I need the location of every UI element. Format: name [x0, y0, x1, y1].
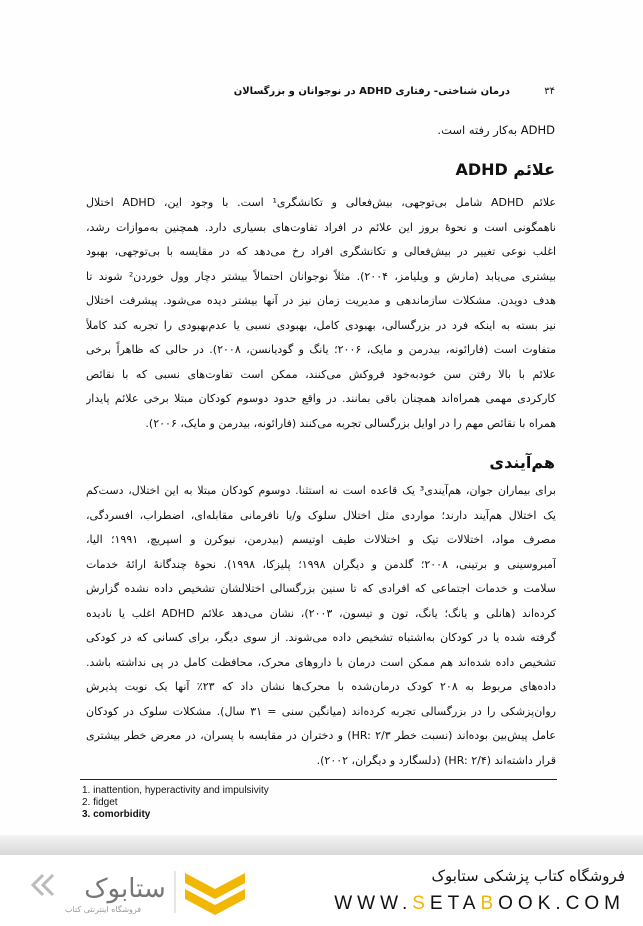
- text-line: هدف دویدن. مشکلات سازماندهی و مدیریت زمان نیز در آنها بیشتر دیده می‌شود. پیشرفت اختلال: [86, 294, 556, 307]
- text-line: قرار داشته‌اند (HR: ۲/۴) (دلسگارد و دیگران، ۲۰۰۲).: [316, 753, 556, 767]
- text-line: روان‌پزشکی را در بزرگسالی تجربه کرده‌اند (میانگین سنی = ۳۱ سال). مشکلات سلوک در کودکان: [86, 704, 556, 718]
- watermark-footer: [0, 855, 643, 926]
- text-line: عامل پیش‌بین بوده‌اند (نسبت خطر HR: ۲/۳) و دختران در مقایسه با پسران، در معرض خطر بیشتری: [86, 729, 556, 742]
- footer-shadow-band: [0, 835, 643, 855]
- text-line: ناهمگونی است و نحوهٔ بروز این علائم در افراد تفاوت‌های بسیاری دارد. همچنین به‌موازات رشد،: [86, 220, 556, 234]
- section-heading-symptoms: علائم ADHD: [455, 160, 555, 179]
- text-line: آمبروسینی و برتینی، ۲۰۰۸؛ گلدمن و دیگران ۱۹۹۸؛ پلیزکا، ۱۹۹۸). نحوهٔ چندگانهٔ ارائهٔ خدمات: [86, 557, 556, 571]
- footnote-2: 2. fidget: [82, 797, 118, 808]
- text-line: علائم ADHD شامل بی‌توجهی، بیش‌فعالی و تکانشگری¹ است. با وجود این، ADHD اختلال: [86, 196, 556, 209]
- text-line: اغلب نوعی تغییر در بیش‌فعالی و تکانشگری افراد رخ می‌دهد که در مقایسه با بی‌توجهی، بهبود: [86, 245, 556, 258]
- paragraph-comorbidity: [86, 479, 556, 773]
- paragraph-symptoms: [86, 191, 556, 436]
- text-line: گرفته شده یا در کودکان به‌اشتباه تشخیص داده می‌شوند. از سوی دیگر، برای کسانی که در کودکی: [86, 631, 556, 644]
- text-line: نیز بسته به اینکه فرد در بزرگسالی، بهبودی کامل، بهبودی نسبی یا عدم‌بهبودی را تجربه کند کاملاً: [86, 318, 556, 332]
- footnote-3: 3. comorbidity: [82, 809, 151, 820]
- text-line: علائم با بالا رفتن سن خودبه‌خود فروکش می‌کنند، ممکن است تفاوت‌های نسبی که با نقائص: [86, 367, 556, 381]
- text-line: تشخیص داده شده‌اند هم ممکن است درمان با داروهای محرک، محافظت کامل در پی نداشته باشد.: [86, 655, 556, 669]
- store-url[interactable]: [334, 893, 625, 915]
- svg-text:ستابوک: ستابوک: [84, 874, 166, 904]
- footnotes: [82, 785, 269, 821]
- text-line: یک اختلال هم‌آیند دارند؛ مواردی مثل اختلال سلوک و/یا نافرمانی مقابله‌ای، اضطراب، افسردگی،: [86, 508, 556, 522]
- text-line: بیشتری می‌یابد (مارش و ویلیامز، ۲۰۰۴). مثلاً نوجوانان احتمالاً بیشتر دچار وول خوردن² شوند تا: [86, 269, 556, 283]
- text-line: کرده‌اند (هانلی و یانگ؛ یانگ، تون و تیسون، ۲۰۰۳)، نشان می‌دهد علائم ADHD اغلب یا نادیده: [86, 606, 556, 620]
- page-number: ۳۴: [544, 86, 555, 97]
- url-part: OOK.COM: [498, 893, 625, 914]
- text-line: کارکردی مهمی همراه‌اند همچنان باقی بمانند. در واقع حدود دوسوم کودکان مبتلا برخی علائم پایدار: [86, 392, 556, 405]
- setabook-logo: [25, 863, 255, 921]
- text-line: سلامت و خدمات اجتماعی که افرادی که تا سنین بزرگسالی اختلالشان تشخیص داده نشده گزارش: [86, 582, 556, 595]
- store-name: فروشگاه کتاب پزشکی ستابوک: [431, 867, 625, 885]
- logo-tagline: فروشگاه اینترنتی کتاب: [65, 905, 142, 914]
- url-part: ETA: [429, 893, 481, 914]
- text-line: مصرف مواد، اختلالات تیک و اختلالات طیف اوتیسم (بیدرمن، نیوکرن و اسپریچ، ۱۹۹۱؛ الیا،: [86, 533, 556, 546]
- url-part: WWW.: [334, 893, 413, 914]
- text-line: داده‌های مربوط به ۲۰۸ کودک درمان‌شده با محرک‌ها نشان داد که ۲۳٪ آنها یک نوبت پذیرش: [86, 680, 556, 693]
- footnote-1: 1. inattention, hyperactivity and impulsivity: [82, 785, 269, 796]
- running-title: درمان شناختی- رفتاری ADHD در نوجوانان و بزرگسالان: [233, 86, 510, 97]
- section-heading-comorbidity: هم‌آیندی: [489, 453, 555, 472]
- footnote-divider: [80, 779, 557, 780]
- url-part: S: [412, 893, 430, 914]
- text-line: همراه با نقائص مهم را در اوایل بزرگسالی تجربه می‌کنند (فارائونه، بیدرمن و مایک، ۲۰۰۶).: [145, 416, 556, 430]
- continuation-text: ADHD به‌کار رفته است.: [437, 123, 555, 137]
- text-line: متفاوت است (فارائونه، بیدرمن و مایک، ۲۰۰۶؛ یانگ و گودیانسن، ۲۰۰۸). در حالی که ظاهراً برخی: [86, 343, 556, 356]
- running-header: [85, 86, 555, 102]
- text-line: برای بیماران جوان، هم‌آیندی³ یک قاعده است نه استثنا. دوسوم کودکان مبتلا به این اختلال، دست‌کم: [86, 484, 556, 497]
- url-part: B: [480, 893, 499, 914]
